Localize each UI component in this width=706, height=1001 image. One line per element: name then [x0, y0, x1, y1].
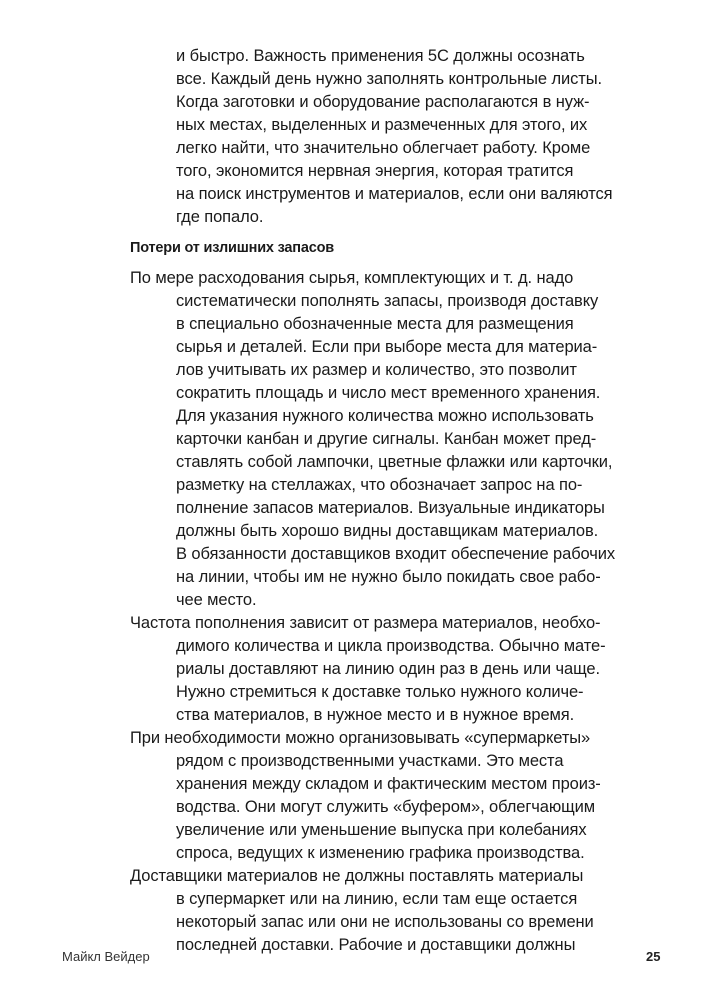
text-line: хранения между складом и фактическим местом произ- — [176, 775, 601, 793]
text-line: должны быть хорошо видны доставщикам материалов. — [176, 522, 599, 540]
text-line: спроса, ведущих к изменению графика производства. — [176, 844, 585, 862]
text-line: увеличение или уменьшение выпуска при колебаниях — [176, 821, 587, 839]
text-line: димого количества и цикла производства. Обычно мате- — [176, 637, 606, 655]
text-line: ставлять собой лампочки, цветные флажки или карточки, — [176, 453, 613, 471]
text-line: Для указания нужного количества можно использовать — [176, 407, 594, 425]
text-line: сырья и деталей. Если при выборе места для материа- — [176, 338, 598, 356]
text-line: того, экономится нервная энергия, которая тратится — [176, 162, 574, 180]
text-line: полнение запасов материалов. Визуальные индикаторы — [176, 499, 605, 517]
text-line: в специально обозначенные места для размещения — [176, 315, 574, 333]
text-line: где попало. — [176, 208, 264, 226]
text-line: разметку на стеллажах, что обозначает запрос на по- — [176, 476, 583, 494]
text-line: По мере расходования сырья, комплектующих и т. д. надо — [130, 269, 574, 287]
text-line: систематически пополнять запасы, производя доставку — [176, 292, 599, 310]
text-line: рядом с производственными участками. Это места — [176, 752, 564, 770]
text-line: некоторый запас или они не использованы со времени — [176, 913, 594, 931]
text-line: лов учитывать их размер и количество, это позволит — [176, 361, 577, 379]
page-number: 25 — [646, 949, 661, 964]
section-heading: Потери от излишних запасов — [130, 240, 334, 256]
text-line: все. Каждый день нужно заполнять контрольные листы. — [176, 70, 602, 88]
text-line: При необходимости можно организовывать «супермаркеты» — [130, 729, 591, 747]
text-line: и быстро. Важность применения 5С должны осознать — [176, 47, 585, 65]
text-line: Частота пополнения зависит от размера материалов, необхо- — [130, 614, 601, 632]
footer-author: Майкл Вейдер — [62, 949, 150, 964]
text-line: водства. Они могут служить «буфером», облегчающим — [176, 798, 595, 816]
text-line: на поиск инструментов и материалов, если они валяются — [176, 185, 613, 203]
text-line: легко найти, что значительно облегчает работу. Кроме — [176, 139, 591, 157]
text-line: риалы доставляют на линию один раз в день или чаще. — [176, 660, 600, 678]
text-line: чее место. — [176, 591, 257, 609]
text-line: В обязанности доставщиков входит обеспечение рабочих — [176, 545, 616, 563]
text-line: сократить площадь и число мест временного хранения. — [176, 384, 601, 402]
text-line: ных местах, выделенных и размеченных для этого, их — [176, 116, 588, 134]
text-line: Нужно стремиться к доставке только нужного количе- — [176, 683, 584, 701]
text-line: на линии, чтобы им не нужно было покидать свое рабо- — [176, 568, 601, 586]
text-line: последней доставки. Рабочие и доставщики должны — [176, 936, 576, 954]
text-line: Когда заготовки и оборудование располагаются в нуж- — [176, 93, 590, 111]
text-line: ства материалов, в нужное место и в нужное время. — [176, 706, 575, 724]
text-line: в супермаркет или на линию, если там еще остается — [176, 890, 578, 908]
text-line: карточки канбан и другие сигналы. Канбан может пред- — [176, 430, 597, 448]
text-line: Доставщики материалов не должны поставлять материалы — [130, 867, 584, 885]
